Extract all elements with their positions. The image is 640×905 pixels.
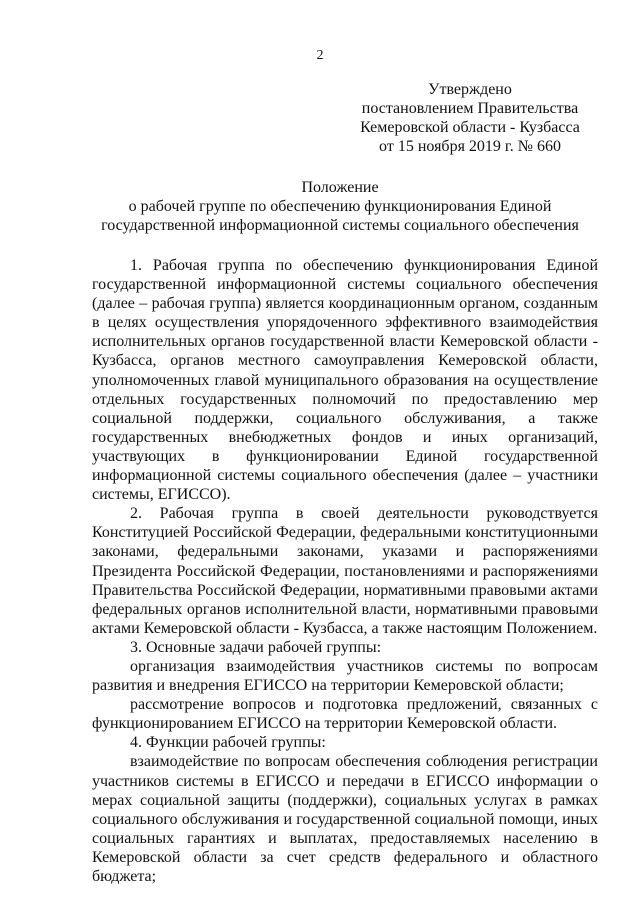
approval-block bbox=[330, 80, 610, 156]
document-body bbox=[92, 256, 598, 886]
function-item-1: взаимодействие по вопросам обеспечения соблюдения регистрации участников системы в ЕГИССО и передачи в ЕГИССО информации о мерах социальной защиты (поддержки), социальных услугах в рамках социального обслуживания и государственной социальной помощи, иных социальных гарантиях и выплатах, предоставляемых населению в Кемеровской области за счет средств федерального и областного бюджета; bbox=[92, 753, 598, 885]
approval-line-1: Утверждено bbox=[428, 81, 512, 98]
title-heading: Положение bbox=[301, 179, 379, 196]
paragraph-1: 1. Рабочая группа по обеспечению функционирования Единой государственной информационной системы социального обеспечения (далее – рабочая группа) является координационным органом, созданным в целях осуществления упорядоченного эффективного взаимодействия исполнительных органов государственной власти Кемеровской области - Кузбасса, органов местного самоуправления Кемеровской области, уполномоченных главой муниципального образования на осуществление отдельных государственных полномочий по предоставлению мер социальной поддержки, социального обслуживания, а также государственных внебюджетных фондов и иных организаций, участвующих в функционировании Единой государственной информационной системы социального обеспечения (далее – участники системы, ЕГИССО). bbox=[92, 257, 598, 504]
paragraph-3-heading: 3. Основные задачи рабочей группы: bbox=[130, 638, 382, 656]
paragraph-2: 2. Рабочая группа в своей деятельности руководствуется Конституцией Российской Федерации, федеральными конституционными законами, федеральными законами, указами и распоряжениями Президента Российской Федерации, постановлениями и распоряжениями Правительства Российской Федерации, нормативными правовыми актами федеральных органов исполнительной власти, нормативными правовыми актами Кемеровской области - Кузбасса, а также настоящим Положением. bbox=[92, 505, 598, 637]
document-title bbox=[70, 178, 610, 235]
title-subject-line-2: государственной информационной системы социального обеспечения bbox=[101, 217, 579, 234]
page-number: 2 bbox=[316, 48, 324, 63]
paragraph-4-heading: 4. Функции рабочей группы: bbox=[130, 734, 326, 752]
approval-line-4: от 15 ноября 2019 г. № 660 bbox=[379, 138, 561, 155]
task-item-1: организация взаимодействия участников системы по вопросам развития и внедрения ЕГИССО на территории Кемеровской области; bbox=[92, 657, 598, 695]
task-item-2: рассмотрение вопросов и подготовка предложений, связанных с функционированием ЕГИССО на территории Кемеровской области. bbox=[92, 696, 598, 733]
approval-line-2: постановлением Правительства bbox=[361, 100, 579, 117]
approval-line-3: Кемеровской области - Кузбасса bbox=[360, 119, 580, 136]
title-subject-line-1: о рабочей группе по обеспечению функционирования Единой bbox=[128, 198, 552, 215]
